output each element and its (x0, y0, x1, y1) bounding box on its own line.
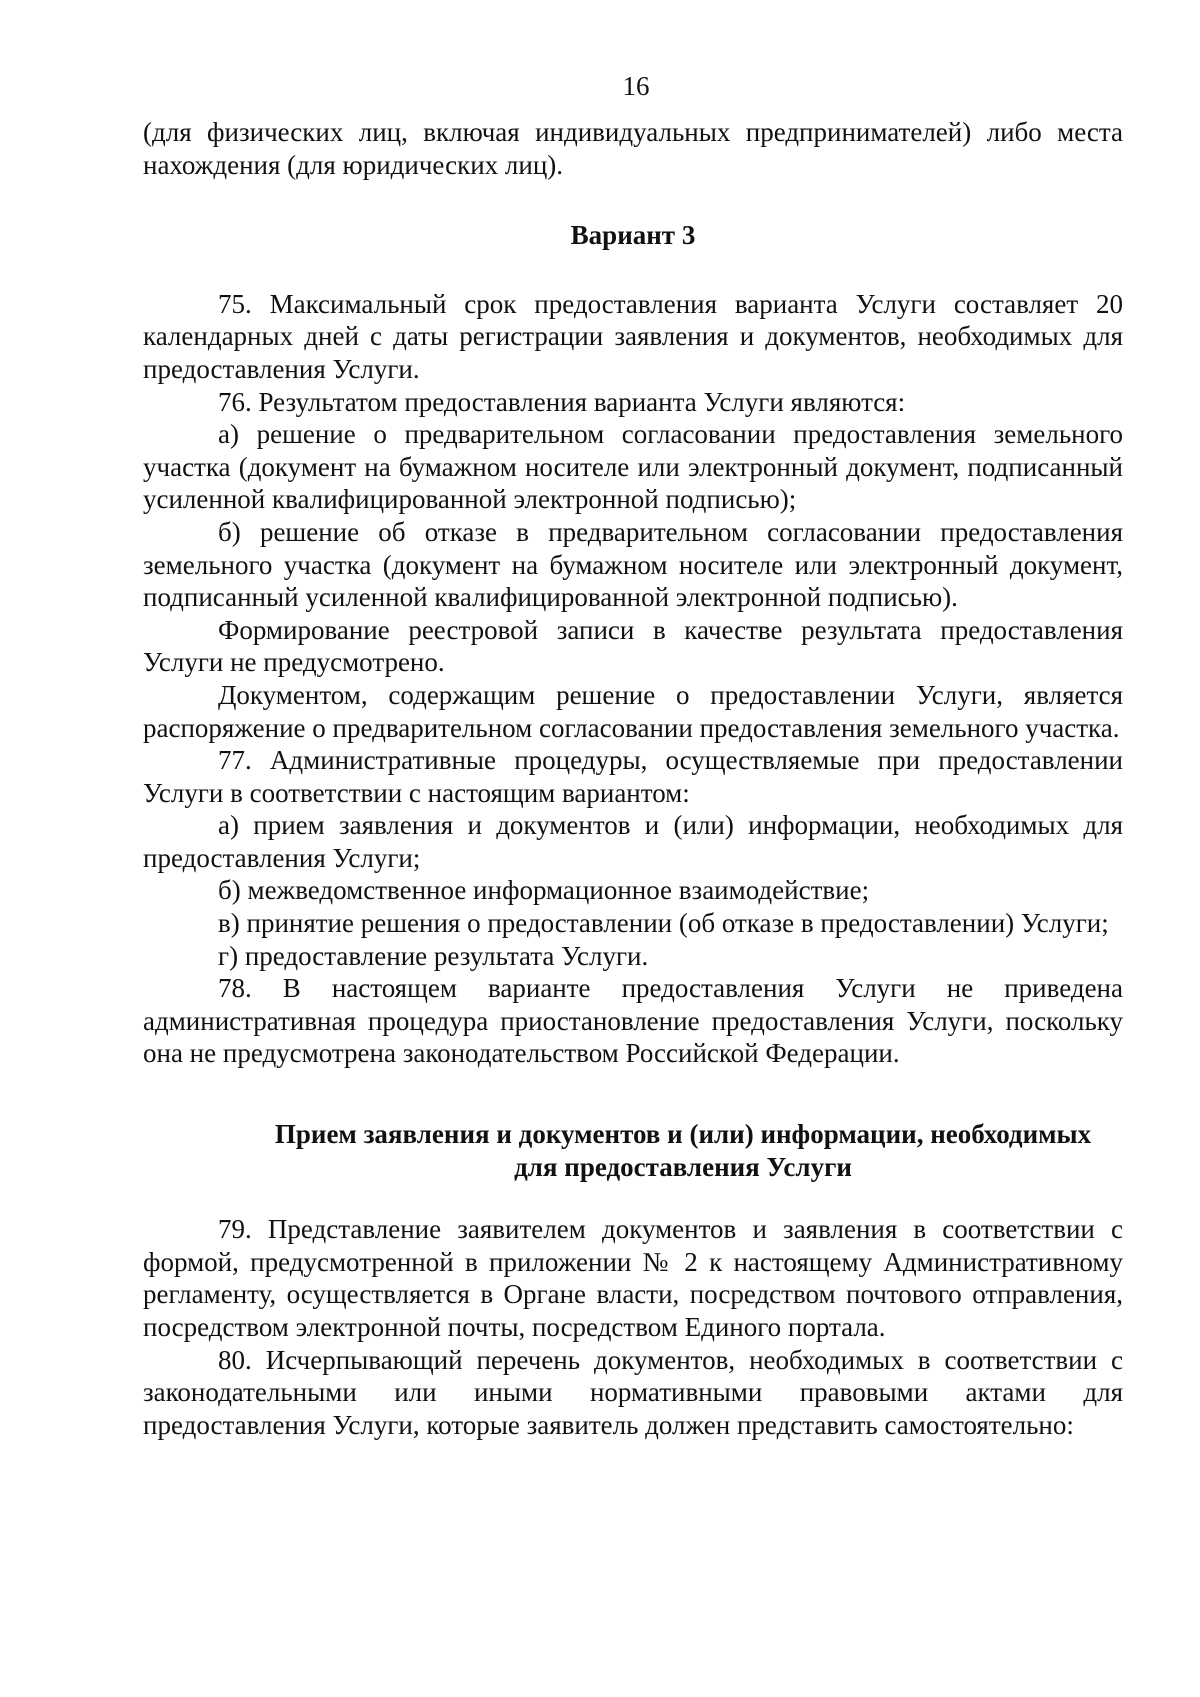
section-heading (143, 1118, 1123, 1183)
paragraph-76-a: а) решение о предварительном согласовании предоставления земельного участка (документ на бумажном носителе или электронный документ, подписанный усиленной квалифицированной электронной подписью); (143, 419, 1123, 515)
variant-heading: Вариант 3 (570, 220, 696, 251)
paragraph-registry-note: Формирование реестровой записи в качестве результата предоставления Услуги не предусмотрено. (143, 614, 1123, 678)
section-heading-line-2: для предоставления Услуги (514, 1151, 852, 1182)
section-heading-line-1: Прием заявления и документов и (или) информации, необходимых (274, 1119, 1092, 1150)
paragraph-77-a: а) прием заявления и документов и (или) информации, необходимых для предоставления Услуги; (143, 810, 1123, 873)
paragraph-77-g: г) предоставление результата Услуги. (218, 940, 649, 971)
paragraph-decision-document: Документом, содержащим решение о предоставлении Услуги, является распоряжение о предварительном согласовании предоставления земельного участка. (143, 679, 1123, 743)
paragraph-77: 77. Административные процедуры, осуществляемые при предоставлении Услуги в соответствии с настоящим вариантом: (143, 745, 1123, 808)
page-number: 16 (622, 71, 650, 101)
paragraph-75: 75. Максимальный срок предоставления варианта Услуги составляет 20 календарных дней с даты регистрации заявления и документов, необходимых для предоставления Услуги. (143, 288, 1123, 384)
document-body (143, 116, 1123, 1441)
intro-paragraph: (для физических лиц, включая индивидуальных предпринимателей) либо места нахождения (для юридических лиц). (143, 117, 1123, 180)
paragraph-80: 80. Исчерпывающий перечень документов, необходимых в соответствии с законодательными или иными нормативными правовыми актами для предоставления Услуги, которые заявитель должен представить самостоятельно: (143, 1344, 1123, 1440)
paragraph-78: 78. В настоящем варианте предоставления Услуги не приведена административная процедура приостановление предоставления Услуги, поскольку она не предусмотрена законодательством Российской Федерации. (143, 973, 1123, 1069)
paragraph-77-b: б) межведомственное информационное взаимодействие; (218, 875, 870, 906)
paragraph-76-b: б) решение об отказе в предварительном согласовании предоставления земельного участка (документ на бумажном носителе или электронный документ, подписанный усиленной квалифицированной электронной подписью). (143, 516, 1123, 613)
paragraph-77-v: в) принятие решения о предоставлении (об отказе в предоставлении) Услуги; (218, 908, 1109, 939)
paragraph-76: 76. Результатом предоставления варианта Услуги являются: (218, 386, 906, 417)
paragraph-79: 79. Представление заявителем документов и заявления в соответствии с формой, предусмотренной в приложении № 2 к настоящему Административному регламенту, осуществляется в Органе власти, посредством почтового отправления, посредством электронной почты, посредством Единого портала. (143, 1214, 1123, 1342)
